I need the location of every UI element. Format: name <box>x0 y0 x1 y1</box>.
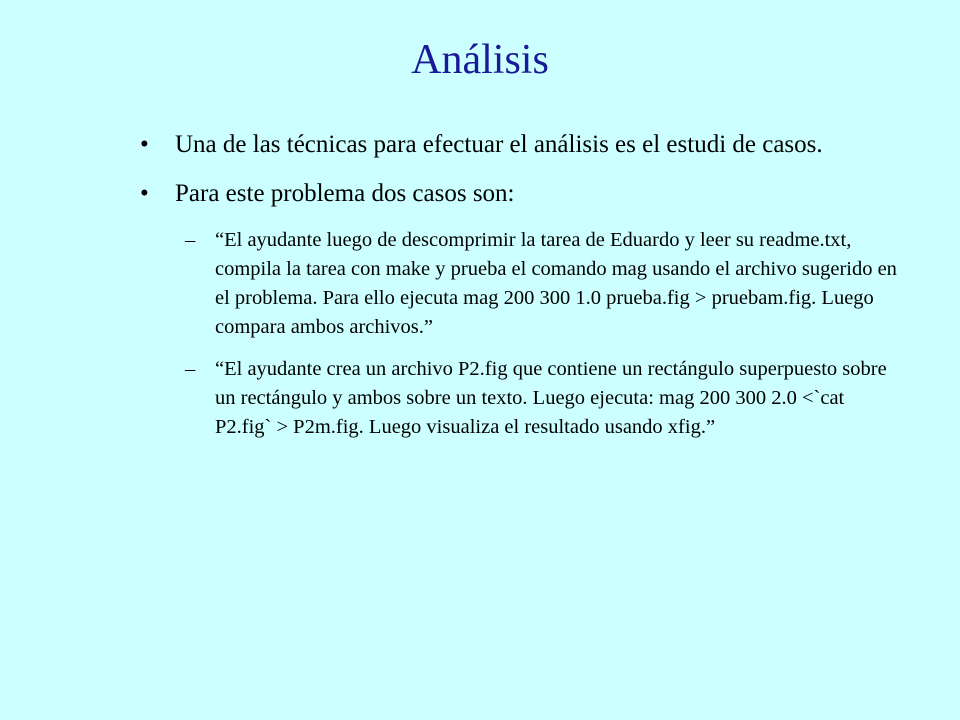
sub-bullet-item <box>140 355 900 442</box>
bullet-marker: • <box>140 131 149 158</box>
sub-bullet-text: “El ayudante luego de descomprimir la tarea de Eduardo y leer su readme.txt, compila la tarea con make y prueba el comando mag usando el archivo sugerido en el problema. Para ello ejecuta mag 200 300 1.0 prueba.fig > pruebam.fig. Luego compara ambos archivos.” <box>215 229 897 338</box>
sub-bullet-item <box>140 226 900 342</box>
bullet-item <box>140 128 900 161</box>
sub-bullet-marker: – <box>185 229 196 251</box>
bullet-text: Una de las técnicas para efectuar el análisis es el estudi de casos. <box>175 131 823 158</box>
sub-bullet-marker: – <box>185 358 196 380</box>
bullet-text: Para este problema dos casos son: <box>175 180 515 207</box>
bullet-marker: • <box>140 180 149 207</box>
slide-content <box>140 128 900 455</box>
bullet-item <box>140 177 900 210</box>
slide-title: Análisis <box>411 37 549 83</box>
sub-bullet-text: “El ayudante crea un archivo P2.fig que contiene un rectángulo superpuesto sobre un rectángulo y ambos sobre un texto. Luego ejecuta: mag 200 300 2.0 <`cat P2.fig` > P2m.fig. Luego visualiza el resultado usando xfig.” <box>215 358 887 438</box>
